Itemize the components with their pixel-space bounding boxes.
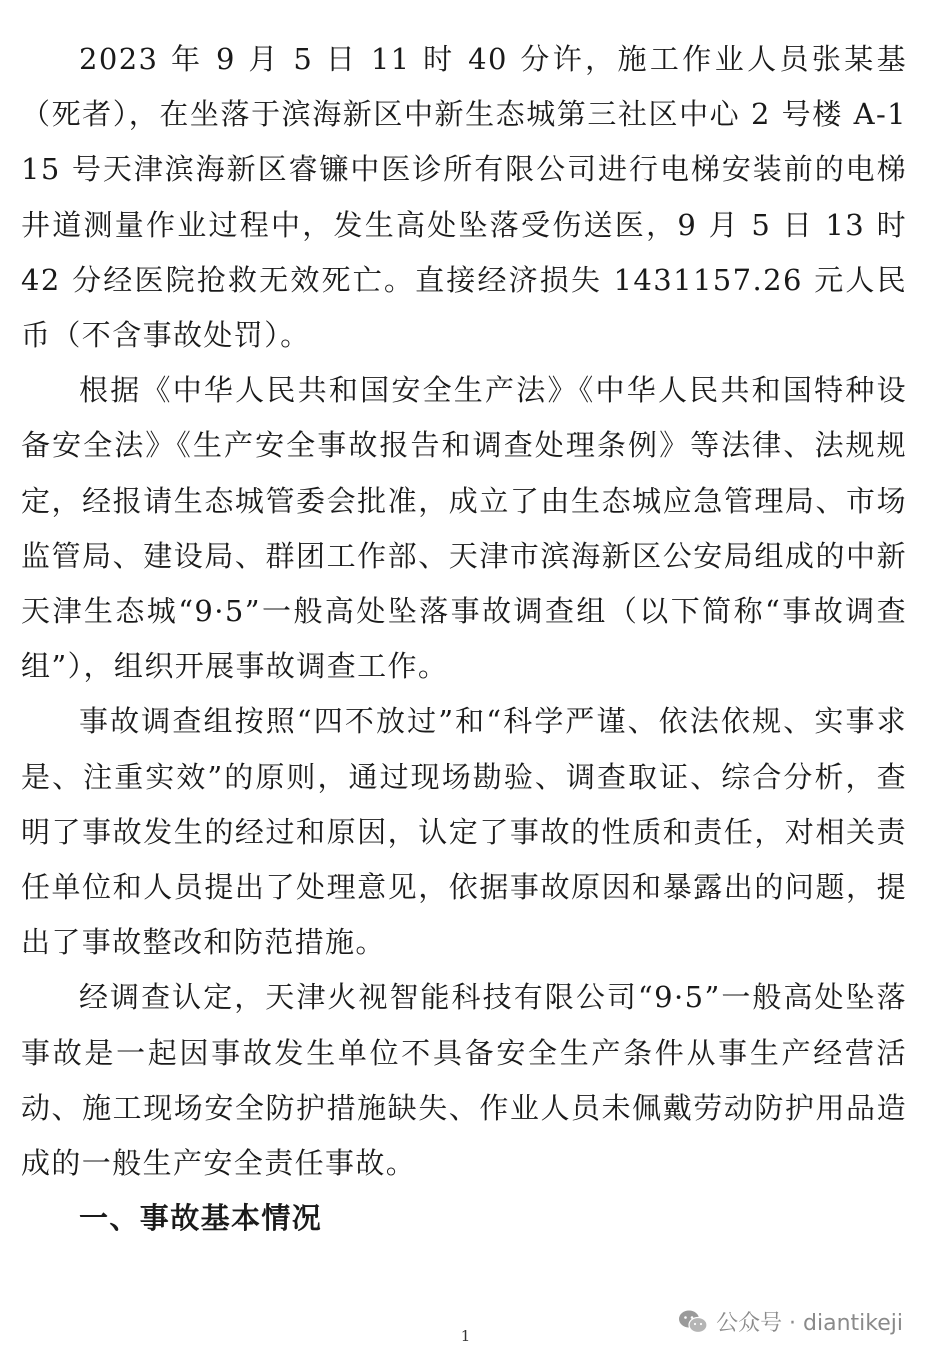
paragraph-investigation-principles: 事故调查组按照“四不放过”和“科学严谨、依法依规、实事求是、注重实效”的原则，通过现场勘验、调查取证、综合分析，查明了事故发生的经过和原因，认定了事故的性质和责任，对相关责任单位和人员提出了处理意见，依据事故原因和暴露出的问题，提出了事故整改和防范措施。 [21,704,907,960]
section-heading: 一、事故基本情况 [79,1201,323,1236]
page-number: 1 [460,1327,471,1345]
watermark-text: 公众号 · diantikeji [716,1311,903,1336]
paragraph-legal-basis: 根据《中华人民共和国安全生产法》《中华人民共和国特种设备安全法》《生产安全事故报告和调查处理条例》等法律、法规规定，经报请生态城管委会批准，成立了由生态城应急管理局、市场监管局、建设局、群团工作部、天津市滨海新区公安局组成的中新天津生态城“9·5”一般高处坠落事故调查组（以下简称“事故调查组”），组织开展事故调查工作。 [21,373,907,684]
document-body [21,32,907,1246]
paragraph-conclusion: 经调查认定，天津火视智能科技有限公司“9·5”一般高处坠落事故是一起因事故发生单位不具备安全生产条件从事生产经营活动、施工现场安全防护措施缺失、作业人员未佩戴劳动防护用品造成的一般生产安全责任事故。 [21,980,907,1181]
paragraph-accident-summary: 2023 年 9 月 5 日 11 时 40 分许，施工作业人员张某基（死者），在坐落于滨海新区中新生态城第三社区中心 2 号楼 A-115 号天津滨海新区睿镰中医诊所有限公司进行电梯安装前的电梯井道测量作业过程中，发生高处坠落受伤送医，9 月 5 日 13 时 42 分经医院抢救无效死亡。直接经济损失 1431157.26 元人民币（不含事故处罚）。 [21,42,907,353]
